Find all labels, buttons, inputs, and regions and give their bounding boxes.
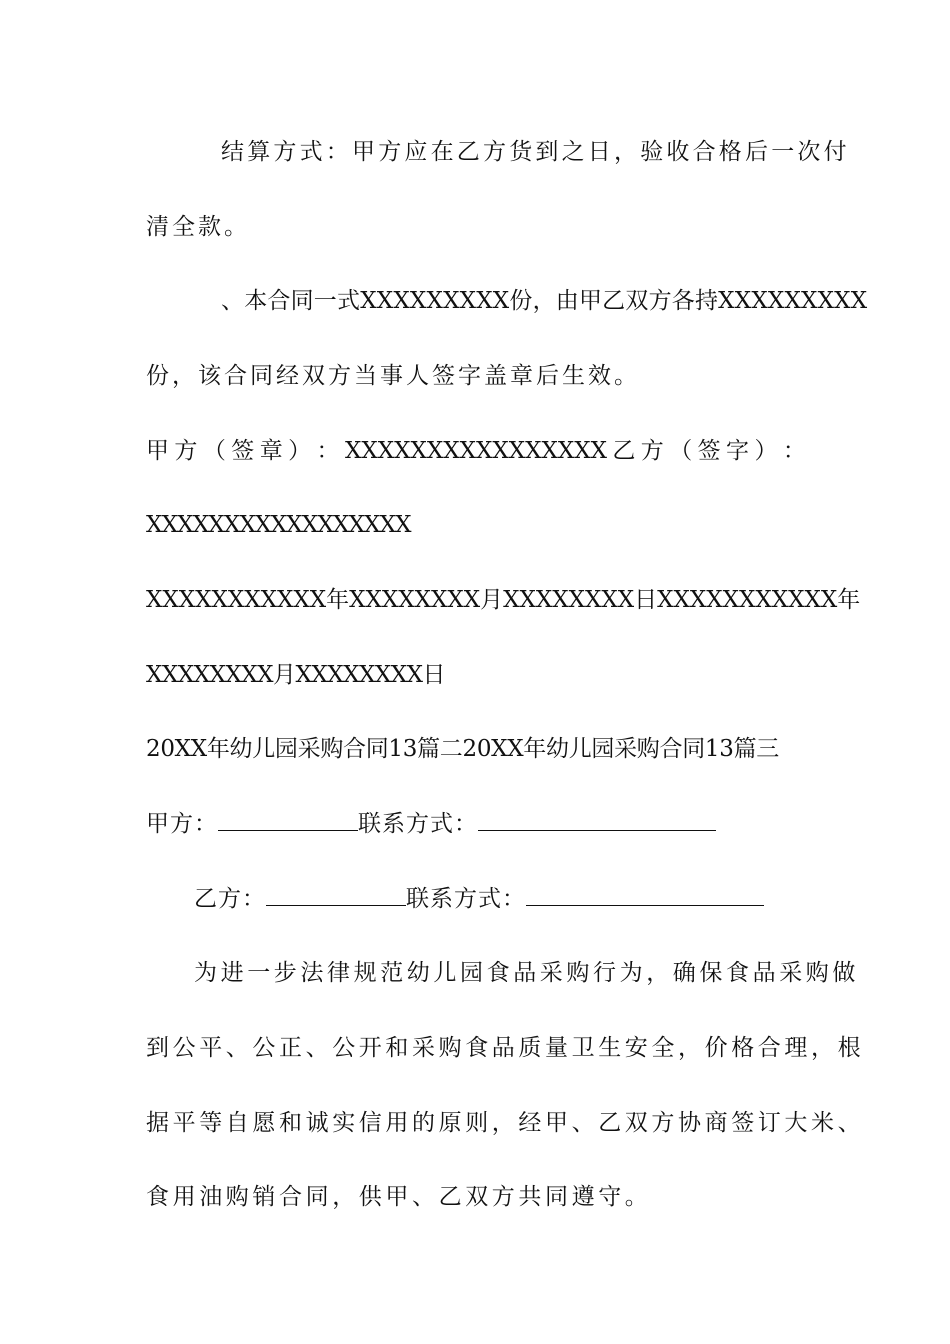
party-a-label: 甲方： xyxy=(146,811,218,837)
date-token: 月 xyxy=(480,587,504,613)
sig-token: （ xyxy=(202,438,226,464)
sig-token: 字 xyxy=(726,438,750,464)
party-b-contact-label: 联系方式： xyxy=(406,886,526,912)
copies-clause-line-1: 、本合同一式XXXXXXXXX份，由甲乙双方各持XXXXXXXXX xyxy=(221,288,868,314)
party-b-name-blank xyxy=(266,885,406,906)
sig-token: ： xyxy=(316,438,340,464)
date-token: 日 xyxy=(634,587,658,613)
settlement-terms-line-1: 结算方式：甲方应在乙方货到之日，验收合格后一次付 xyxy=(221,139,850,165)
sig-token: 方 xyxy=(640,438,664,464)
sig-token: 方 xyxy=(174,438,198,464)
sig-token: 签 xyxy=(697,438,721,464)
copies-clause-line-2: 份，该合同经双方当事人签字盖章后生效。 xyxy=(146,363,640,389)
date-line-2: XXXXXXXX月XXXXXXXX日 xyxy=(146,662,445,688)
sig-token: （ xyxy=(669,438,693,464)
intro-line-1: 为进一步法律规范幼儿园食品采购行为，确保食品采购做 xyxy=(194,960,859,986)
signature-line-2: XXXXXXXXXXXXXXXXX xyxy=(146,512,411,538)
sig-token: 章 xyxy=(259,438,283,464)
party-a-name-blank xyxy=(218,810,358,831)
party-a-line xyxy=(146,809,716,839)
section-heading-line: 20XX年幼儿园采购合同13篇二20XX年幼儿园采购合同13篇三 xyxy=(146,736,779,762)
sig-token: 签 xyxy=(231,438,255,464)
date-token: XXXXXXXXXXX xyxy=(146,587,327,613)
date-token: XXXXXXXX xyxy=(503,587,635,613)
date-token: 年 xyxy=(326,587,350,613)
intro-line-3: 据平等自愿和诚实信用的原则，经甲、乙双方协商签订大米、 xyxy=(146,1110,865,1136)
sig-token: 甲 xyxy=(146,438,169,464)
sig-token: ： xyxy=(782,438,806,464)
sig-token: 乙 xyxy=(612,438,636,464)
signature-line-1 xyxy=(146,436,806,466)
date-token: XXXXXXXX xyxy=(349,587,481,613)
date-token: 年 xyxy=(837,587,861,613)
sig-token: XXXXXXXXXXXXXXXX xyxy=(344,438,607,464)
party-b-contact-blank xyxy=(526,885,764,906)
sig-token: ） xyxy=(288,438,312,464)
settlement-terms-line-2: 清全款。 xyxy=(146,214,250,240)
intro-line-2: 到公平、公正、公开和采购食品质量卫生安全，价格合理，根 xyxy=(146,1035,865,1061)
intro-line-4: 食用油购销合同，供甲、乙双方共同遵守。 xyxy=(146,1184,652,1210)
date-token: XXXXXXXXXXX xyxy=(657,587,838,613)
party-a-contact-blank xyxy=(478,810,716,831)
party-a-contact-label: 联系方式： xyxy=(358,811,478,837)
party-b-line xyxy=(194,884,764,914)
sig-token: ） xyxy=(754,438,778,464)
party-b-label: 乙方： xyxy=(194,886,266,912)
date-line-1 xyxy=(146,585,861,615)
